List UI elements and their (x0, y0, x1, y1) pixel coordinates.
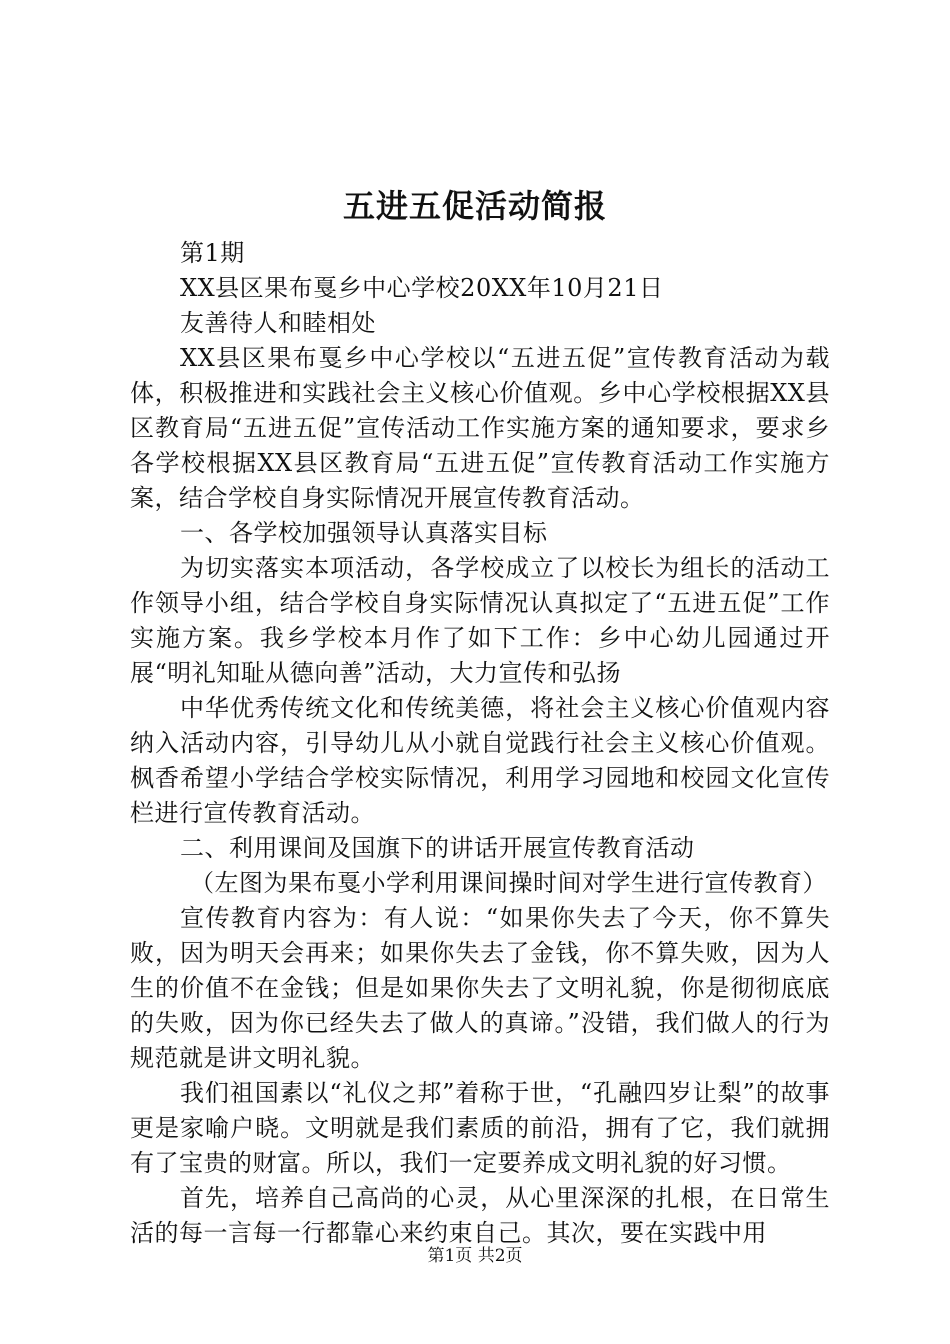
paragraph: 我们祖国素以“礼仪之邦”着称于世，“孔融四岁让梨”的故事更是家喻户晓。文明就是我们素质的前沿，拥有了它，我们就拥有了宝贵的财富。所以，我们一定要养成文明礼貌的好习惯。 (130, 1079, 830, 1177)
image-caption: （左图为果布戛小学利用课间操时间对学生进行宣传教育） (190, 869, 827, 897)
issue-number: 第1期 (180, 239, 245, 267)
paragraph: 中华优秀传统文化和传统美德，将社会主义核心价值观内容纳入活动内容，引导幼儿从小就自觉践行社会主义核心价值观。枫香希望小学结合学校实际情况，利用学习园地和校园文化宣传栏进行宣传教育活动。 (130, 694, 830, 827)
subtitle: 友善待人和睦相处 (180, 309, 376, 337)
section-heading-1: 一、各学校加强领导认真落实目标 (180, 519, 548, 547)
paragraph: 首先，培养自己高尚的心灵，从心里深深的扎根，在日常生活的每一言每一行都靠心来约束自己。其次，要在实践中用 (130, 1184, 830, 1247)
page-footer: 第1页 共2页 (427, 1246, 523, 1266)
paragraph: XX县区果布戛乡中心学校以“五进五促”宣传教育活动为载体，积极推进和实践社会主义核心价值观。乡中心学校根据XX县区教育局“五进五促”宣传活动工作实施方案的通知要求，要求乡各学校根据XX县区教育局“五进五促”宣传教育活动工作实施方案，结合学校自身实际情况开展宣传教育活动。 (130, 344, 830, 512)
paragraph: 为切实落实本项活动，各学校成立了以校长为组长的活动工作领导小组，结合学校自身实际情况认真拟定了“五进五促”工作实施方案。我乡学校本月作了如下工作：乡中心幼儿园通过开展“明礼知耻从德向善”活动，大力宣传和弘扬 (130, 554, 830, 687)
issuer-date-line: XX县区果布戛乡中心学校20XX年10月21日 (180, 274, 664, 302)
section-heading-2: 二、利用课间及国旗下的讲话开展宣传教育活动 (180, 834, 695, 862)
document-title: 五进五促活动简报 (342, 187, 607, 225)
paragraph: 宣传教育内容为：有人说：“如果你失去了今天，你不算失败，因为明天会再来；如果你失去了金钱，你不算失败，因为人生的价值不在金钱；但是如果你失去了文明礼貌，你是彻彻底底的失败，因为你已经失去了做人的真谛。”没错，我们做人的行为规范就是讲文明礼貌。 (130, 904, 830, 1072)
document-body (130, 236, 830, 1251)
